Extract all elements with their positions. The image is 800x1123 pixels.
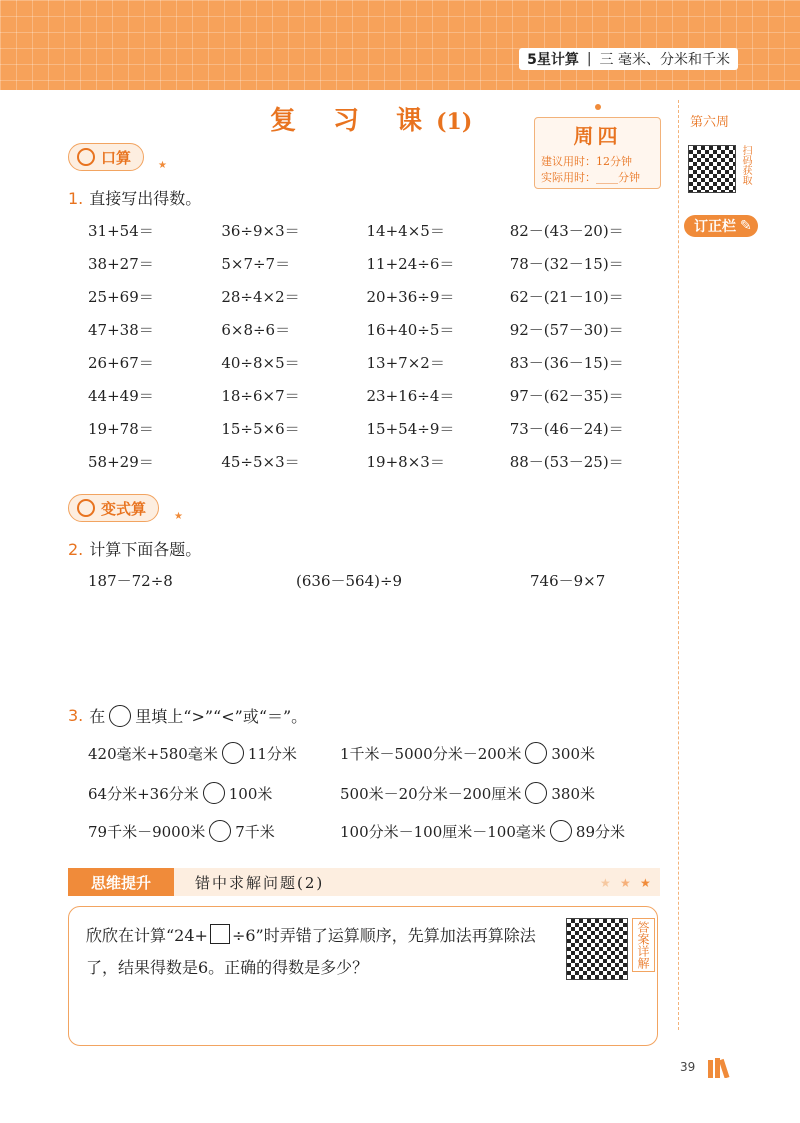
oral-item: 26+67＝ bbox=[88, 354, 154, 372]
oral-item: 14+4×5＝ bbox=[366, 222, 445, 240]
compare-right: 11分米 bbox=[247, 744, 297, 763]
q2-item: (636－564)÷9 bbox=[296, 572, 403, 590]
oral-item: 28÷4×2＝ bbox=[221, 288, 300, 306]
compare-left: 1千米－5000分米－200米 bbox=[340, 744, 522, 763]
oral-item: 97－(62－35)＝ bbox=[509, 387, 624, 405]
compare-item bbox=[88, 782, 272, 804]
compare-circle[interactable] bbox=[209, 820, 231, 842]
oral-item: 25+69＝ bbox=[88, 288, 154, 306]
oral-item: 73－(46－24)＝ bbox=[509, 420, 624, 438]
star-icon: ★ bbox=[174, 511, 183, 522]
oral-item: 36÷9×3＝ bbox=[221, 222, 300, 240]
compare-item bbox=[88, 742, 297, 764]
oral-item: 92－(57－30)＝ bbox=[509, 321, 624, 339]
oral-item: 40÷8×5＝ bbox=[221, 354, 300, 372]
think-title: 错中求解问题(2) bbox=[195, 874, 325, 892]
star-icon: ★ bbox=[600, 876, 611, 890]
compare-right: 100米 bbox=[228, 784, 273, 803]
oral-row bbox=[88, 352, 648, 385]
week-label: 第六周 bbox=[690, 115, 730, 130]
oral-item: 23+16÷4＝ bbox=[366, 387, 455, 405]
compare-circle[interactable] bbox=[203, 782, 225, 804]
oral-row bbox=[88, 319, 648, 352]
header-separator: | bbox=[586, 51, 592, 67]
oral-row bbox=[88, 418, 648, 451]
compare-left: 64分米+36分米 bbox=[88, 784, 199, 803]
q1-title bbox=[68, 186, 201, 209]
q2-title bbox=[68, 537, 201, 560]
compare-item bbox=[340, 820, 625, 842]
answer-label: 答案详解 bbox=[632, 918, 655, 972]
compare-right: 7千米 bbox=[235, 822, 275, 841]
compare-item bbox=[340, 742, 595, 764]
q2-text: 计算下面各题。 bbox=[89, 540, 202, 559]
oral-item: 45÷5×3＝ bbox=[221, 453, 300, 471]
qr-code-icon[interactable] bbox=[566, 918, 628, 980]
compare-circle[interactable] bbox=[109, 705, 131, 727]
oral-item: 20+36÷9＝ bbox=[366, 288, 455, 306]
q1-text: 直接写出得数。 bbox=[89, 189, 202, 208]
q2-item: 187－72÷8 bbox=[88, 572, 173, 590]
oral-item: 47+38＝ bbox=[88, 321, 154, 339]
compare-right: 300米 bbox=[551, 744, 595, 763]
actual-time: 实际用时：____分钟 bbox=[541, 171, 640, 184]
oral-item: 38+27＝ bbox=[88, 255, 154, 273]
oral-item: 31+54＝ bbox=[88, 222, 154, 240]
fix-text: 订正栏 bbox=[694, 219, 736, 235]
oral-item: 58+29＝ bbox=[88, 453, 154, 471]
compare-left: 79千米－9000米 bbox=[88, 822, 206, 841]
q2-number: 2. bbox=[68, 540, 84, 559]
think-tag: 思维提升 bbox=[68, 868, 174, 896]
q3-number: 3. bbox=[68, 706, 84, 725]
header-section: 三 毫米、分米和千米 bbox=[599, 52, 730, 68]
books-icon bbox=[708, 1056, 738, 1078]
page-title bbox=[270, 100, 472, 137]
problem-part-a: 欣欣在计算“24+ bbox=[86, 926, 208, 945]
stopwatch-icon bbox=[77, 148, 95, 166]
q1-number: 1. bbox=[68, 189, 84, 208]
fix-column-label bbox=[684, 215, 758, 237]
section-variant bbox=[68, 494, 159, 522]
page-number: 39 bbox=[680, 1060, 696, 1074]
oral-item: 62－(21－10)＝ bbox=[509, 288, 624, 306]
oral-item: 44+49＝ bbox=[88, 387, 154, 405]
oral-item: 82－(43－20)＝ bbox=[509, 222, 624, 240]
section-oral-label: 口算 bbox=[101, 148, 132, 167]
oral-item: 19+8×3＝ bbox=[366, 453, 445, 471]
pencil-icon: ✎ bbox=[740, 218, 752, 234]
blank-square[interactable] bbox=[210, 924, 230, 944]
title-text: 复 习 课 bbox=[270, 106, 437, 136]
oral-item: 15÷5×6＝ bbox=[221, 420, 300, 438]
compare-right: 89分米 bbox=[575, 822, 625, 841]
compare-left: 420毫米+580毫米 bbox=[88, 744, 218, 763]
target-icon bbox=[77, 499, 95, 517]
compare-circle[interactable] bbox=[222, 742, 244, 764]
oral-row bbox=[88, 286, 648, 319]
oral-item: 5×7÷7＝ bbox=[221, 255, 291, 273]
oral-row bbox=[88, 220, 648, 253]
oral-item: 15+54÷9＝ bbox=[366, 420, 455, 438]
day-sign bbox=[534, 117, 661, 189]
page-header bbox=[0, 0, 800, 90]
oral-item: 6×8÷6＝ bbox=[221, 321, 291, 339]
compare-right: 380米 bbox=[551, 784, 595, 803]
compare-circle[interactable] bbox=[525, 742, 547, 764]
q2-item: 746－9×7 bbox=[530, 572, 606, 590]
oral-item: 11+24÷6＝ bbox=[366, 255, 455, 273]
section-variant-label: 变式算 bbox=[101, 499, 147, 518]
oral-item: 88－(53－25)＝ bbox=[509, 453, 624, 471]
compare-item bbox=[88, 820, 275, 842]
header-tab bbox=[519, 48, 738, 70]
problem-part-b: ÷6”时弄错了运算顺序，先算加法再算除法了，结果得数是6。正确的得数是多少？ bbox=[86, 926, 536, 977]
oral-item: 78－(32－15)＝ bbox=[509, 255, 624, 273]
star-icon: ★ bbox=[620, 876, 631, 890]
compare-left: 500米－20分米－200厘米 bbox=[340, 784, 522, 803]
oral-item: 16+40÷5＝ bbox=[366, 321, 455, 339]
suggest-time: 建议用时：12分钟 bbox=[541, 155, 632, 168]
margin-divider bbox=[678, 100, 679, 1030]
oral-item: 13+7×2＝ bbox=[366, 354, 445, 372]
oral-item: 19+78＝ bbox=[88, 420, 154, 438]
oral-grid bbox=[88, 220, 648, 484]
q3-post: 里填上“>”“<”或“＝”。 bbox=[135, 707, 308, 726]
compare-circle[interactable] bbox=[525, 782, 547, 804]
star-icon: ★ bbox=[640, 876, 651, 890]
section-oral bbox=[68, 143, 144, 171]
sign-day: 周四 bbox=[573, 124, 622, 148]
compare-item bbox=[340, 782, 595, 804]
title-num: (1) bbox=[436, 109, 473, 135]
problem-text bbox=[86, 920, 556, 984]
q3-title bbox=[68, 704, 307, 727]
oral-item: 83－(36－15)＝ bbox=[509, 354, 624, 372]
qr-code-icon[interactable] bbox=[688, 145, 736, 193]
oral-row bbox=[88, 253, 648, 286]
oral-item: 18÷6×7＝ bbox=[221, 387, 300, 405]
oral-row bbox=[88, 451, 648, 484]
header-label: 5星计算 bbox=[527, 52, 579, 68]
compare-left: 100分米－100厘米－100毫米 bbox=[340, 822, 546, 841]
compare-circle[interactable] bbox=[550, 820, 572, 842]
scan-text: 扫码获取 bbox=[740, 145, 751, 185]
oral-row bbox=[88, 385, 648, 418]
star-icon: ★ bbox=[158, 160, 167, 171]
q3-pre: 在 bbox=[89, 707, 106, 726]
